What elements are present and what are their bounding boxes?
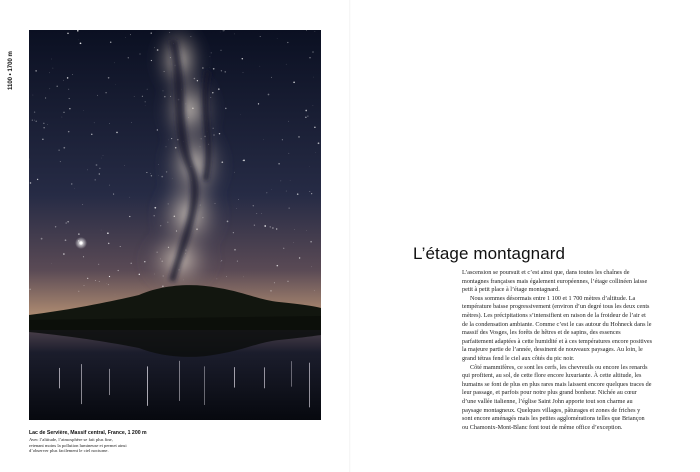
star-reflection: [81, 364, 82, 404]
star: [242, 58, 243, 59]
star: [77, 30, 79, 32]
planet-core: [79, 241, 82, 244]
star: [270, 226, 271, 227]
star: [96, 164, 98, 166]
star: [310, 241, 312, 243]
star-reflection: [147, 366, 148, 405]
star: [53, 68, 54, 69]
star: [55, 226, 56, 227]
star: [124, 165, 125, 166]
star: [288, 281, 289, 282]
star: [98, 264, 99, 265]
star: [69, 98, 70, 99]
article-heading: L’étage montagnard: [413, 244, 566, 263]
star: [288, 121, 289, 122]
star: [128, 57, 129, 58]
star: [65, 239, 67, 241]
star: [151, 175, 152, 176]
star: [294, 229, 295, 230]
star: [99, 173, 100, 174]
star: [99, 281, 100, 282]
star: [253, 205, 254, 206]
star: [223, 30, 224, 31]
star: [109, 185, 110, 186]
star: [58, 149, 59, 150]
article-paragraph-3: Côté mammifères, ce sont les cerfs, les chevreuils ou encore les renards qui profitent, au sol, de cette flore encore luxuriante. À cette altitude, les humains se font de plus en plus rares mais laissent encore quelques traces de leur passage, et parfois pour notre plus grand bonheur. Nichée au cœur d’une vallée italienne, l’église Saint John apporte tout son charme au paysage montagneux. Quelques villages, pâturages et zones de friches y sont encore aménagés mais les petites agglomérations telles que Briançon ou Chamonix-Mont-Blanc font tout de même office d’exception.: [462, 363, 652, 431]
star: [36, 121, 37, 122]
star: [217, 279, 218, 280]
star: [94, 122, 95, 123]
star: [150, 173, 151, 174]
star: [157, 129, 158, 130]
star: [41, 238, 43, 240]
star: [118, 270, 119, 271]
star: [147, 89, 148, 90]
star: [107, 232, 109, 234]
article-body: [462, 269, 652, 432]
star: [108, 284, 109, 285]
star: [151, 32, 152, 33]
star: [30, 182, 31, 183]
star: [65, 222, 67, 224]
star: [63, 80, 64, 81]
star: [307, 116, 308, 117]
star: [261, 213, 262, 214]
star: [95, 179, 96, 180]
star: [62, 117, 63, 118]
star: [51, 263, 52, 264]
star: [287, 42, 288, 43]
article-paragraph-2: Nous sommes désormais entre 1 100 et 1 700 mètres d’altitude. La température baisse progressivement (environ d’un degré tous les deux cents mètres). Les précipitations s’intensifient en raison de la froideur de l’air et de la condensation ambiante. Comme c’est le cas autour du Hohneck dans le massif des Vosges, les forêts de hêtres et de sapins, des essences parfaitement adaptées à cette humidité et à ces températures encore positives la majeure partie de l’année, dessinent de nouveaux paysages. Au loin, le grand tétras fend le ciel aux côtés du pic noir.: [462, 294, 653, 362]
star: [78, 291, 79, 292]
star: [37, 179, 38, 180]
star-reflection: [309, 363, 310, 408]
star: [274, 282, 275, 283]
star-reflection: [179, 361, 180, 401]
star: [288, 153, 289, 154]
star: [44, 127, 45, 128]
star: [290, 180, 291, 181]
star: [146, 172, 147, 173]
star: [234, 172, 235, 173]
star: [309, 57, 310, 58]
article-paragraph-1: L’ascension se poursuit et c’est ainsi que, dans toutes les chaînes de montagnes françaises mais également européennes, l’étage collinéen laisse petit à petit place à l’étage montagnard.: [462, 269, 648, 294]
right-page: [350, 0, 700, 472]
star: [83, 256, 84, 257]
star: [34, 120, 35, 121]
caption-line-1: Avec l’altitude, l’atmosphère se fait plus fine,: [29, 437, 113, 442]
star: [318, 142, 320, 144]
star: [226, 276, 227, 277]
star: [63, 147, 65, 149]
star: [314, 290, 315, 291]
star: [42, 139, 43, 140]
star: [69, 108, 70, 109]
star: [29, 289, 30, 290]
star: [298, 136, 300, 138]
star: [84, 285, 85, 286]
star: [283, 248, 284, 249]
star: [315, 31, 316, 32]
star: [130, 34, 131, 35]
star: [68, 131, 70, 133]
star: [297, 193, 299, 195]
star: [34, 111, 35, 112]
star: [63, 253, 65, 255]
star: [129, 216, 130, 217]
star: [101, 158, 102, 159]
star: [268, 94, 270, 96]
milky-way-lake-photo: [29, 30, 321, 420]
star: [101, 230, 102, 231]
star: [139, 274, 140, 275]
star: [309, 191, 310, 192]
star: [87, 169, 88, 170]
star: [313, 105, 314, 106]
star: [145, 101, 146, 102]
star: [260, 36, 261, 37]
star: [91, 134, 92, 135]
star: [130, 263, 131, 264]
star: [272, 227, 273, 228]
star: [87, 278, 88, 279]
star: [289, 208, 290, 209]
star: [142, 96, 143, 97]
star: [56, 86, 58, 88]
star: [35, 70, 36, 71]
star: [238, 199, 239, 200]
star: [114, 63, 115, 64]
star: [224, 30, 225, 31]
star-reflection: [109, 369, 110, 395]
star: [134, 96, 135, 97]
star: [243, 72, 244, 73]
star: [305, 117, 306, 118]
star: [109, 276, 110, 277]
star-reflection: [264, 367, 265, 388]
star: [221, 70, 222, 71]
photo-caption: [29, 430, 209, 454]
star: [67, 221, 68, 222]
star: [45, 97, 46, 98]
caption-line-3: d’observer plus facilement le ciel nocturne.: [29, 448, 109, 454]
star: [78, 40, 79, 41]
star: [243, 160, 245, 162]
photo-illustration: [29, 30, 321, 420]
star: [311, 193, 312, 194]
star: [266, 192, 267, 193]
star: [306, 230, 307, 231]
star: [270, 290, 271, 291]
star: [225, 71, 226, 72]
altitude-side-label: [8, 30, 18, 90]
star: [218, 88, 220, 90]
star: [120, 246, 121, 247]
star: [67, 77, 69, 79]
star: [254, 225, 255, 226]
star: [33, 95, 34, 96]
star: [286, 64, 287, 65]
star-reflection: [204, 366, 205, 405]
caption-line-2: retenant moins la pollution lumineuse et permet ainsi: [29, 442, 127, 448]
star: [220, 50, 221, 51]
star: [221, 260, 222, 261]
star: [237, 261, 238, 262]
caption-title: Lac de Servière, Massif central, France, 1 200 m: [29, 430, 147, 436]
star: [258, 103, 259, 104]
star: [313, 77, 314, 78]
star: [68, 89, 69, 90]
star: [116, 132, 118, 134]
star: [293, 242, 294, 243]
star: [47, 124, 48, 125]
star: [211, 52, 212, 53]
star: [60, 161, 61, 162]
altitude-label-text: 1100 • 1700 m: [8, 51, 14, 90]
star: [299, 257, 300, 258]
star: [210, 56, 211, 57]
star: [271, 77, 272, 78]
star: [95, 280, 96, 281]
star: [312, 51, 314, 53]
star: [78, 233, 79, 234]
star: [259, 66, 260, 67]
star: [67, 33, 68, 34]
star: [97, 95, 98, 96]
star: [264, 225, 266, 227]
star: [113, 194, 114, 195]
star: [221, 261, 222, 262]
star: [32, 120, 33, 121]
star: [49, 88, 50, 89]
star: [64, 112, 65, 113]
star: [282, 139, 283, 140]
star: [306, 30, 307, 31]
star: [139, 53, 140, 54]
star: [51, 59, 52, 60]
star: [213, 68, 215, 70]
star: [276, 228, 277, 229]
star: [293, 81, 295, 83]
star: [225, 108, 227, 110]
star: [49, 73, 50, 74]
star: [286, 191, 287, 192]
star: [80, 42, 82, 44]
star: [131, 123, 132, 124]
star: [130, 197, 131, 198]
star: [110, 42, 111, 43]
star: [103, 155, 104, 156]
star: [72, 74, 73, 75]
star: [305, 110, 307, 112]
star: [278, 163, 280, 165]
star: [263, 139, 264, 140]
star: [311, 266, 312, 267]
star-reflection: [291, 361, 292, 387]
star: [280, 181, 281, 182]
star: [105, 92, 106, 93]
star: [43, 123, 44, 124]
star: [227, 221, 229, 223]
star-reflection: [59, 368, 60, 388]
star: [256, 213, 257, 214]
star: [233, 232, 234, 233]
star: [234, 249, 236, 251]
star: [234, 34, 235, 35]
star: [108, 243, 110, 245]
star: [82, 204, 83, 205]
star: [74, 188, 75, 189]
star: [99, 168, 100, 169]
star: [314, 127, 315, 128]
star: [71, 183, 72, 184]
star: [108, 77, 110, 79]
star: [277, 265, 279, 267]
star-reflection: [234, 367, 235, 387]
star: [109, 123, 110, 124]
